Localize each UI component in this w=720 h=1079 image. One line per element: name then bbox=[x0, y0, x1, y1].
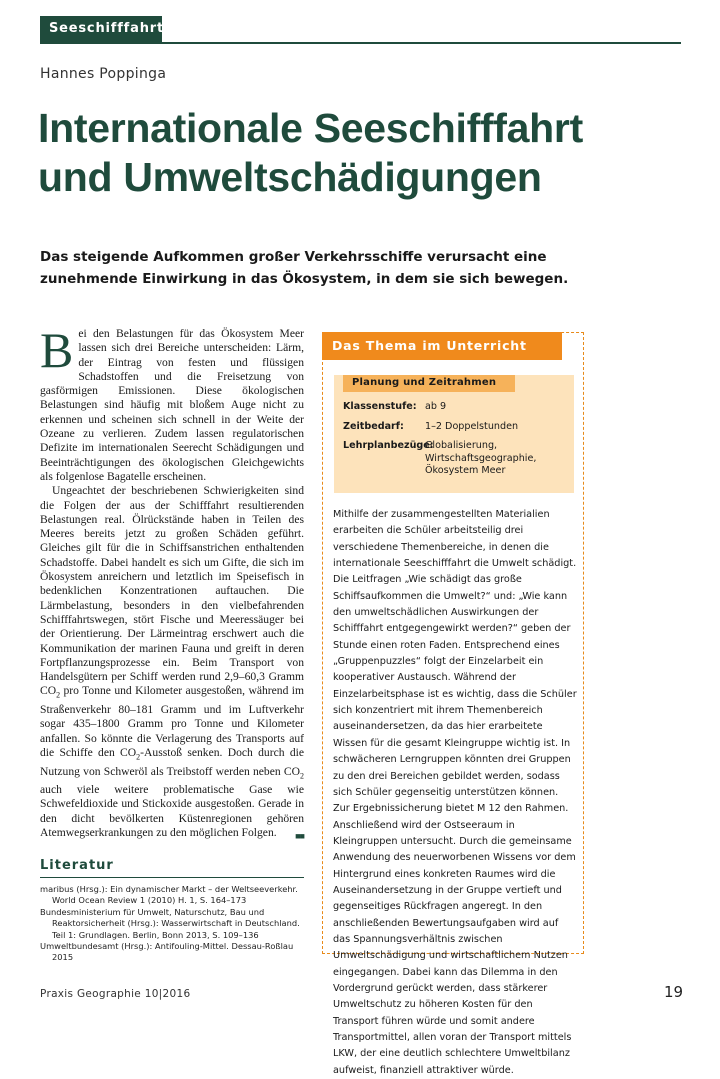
literature-item: Umweltbundesamt (Hrsg.): Antifouling-Mittel. Dessau-Roßlau 2015 bbox=[40, 941, 294, 963]
planning-row-time bbox=[343, 421, 568, 434]
planning-heading: Planung und Zeitrahmen bbox=[343, 375, 515, 392]
planning-key: Klassenstufe: bbox=[343, 401, 417, 412]
teaching-box-title: Das Thema im Unterricht bbox=[322, 332, 562, 360]
literature-item: maribus (Hrsg.): Ein dynamischer Markt – der Weltseeverkehr. World Ocean Review 1 (2010) H. 1, S. 164–173 bbox=[40, 884, 298, 906]
planning-value: 1–2 Doppelstunden bbox=[425, 420, 519, 432]
section-divider bbox=[40, 42, 681, 44]
paragraph-text: -Ausstoß senken. Doch durch die Nutzung von Schweröl als Treibstoff werden neben CO bbox=[40, 745, 304, 778]
planning-row-curriculum bbox=[343, 440, 568, 478]
lead-paragraph bbox=[40, 246, 680, 290]
page-number: 19 bbox=[664, 983, 684, 1001]
planning-value: Globalisierung, Wirtschaftsgeographie, Ökosystem Meer bbox=[425, 440, 537, 476]
journal-footer: Praxis Geographie 10|2016 bbox=[40, 988, 191, 1000]
literature-list bbox=[40, 884, 308, 964]
planning-key: Lehrplanbezüge: bbox=[343, 440, 434, 451]
planning-row-grade bbox=[343, 401, 568, 414]
title-line: Internationale Seeschifffahrt bbox=[38, 105, 583, 151]
literature-divider bbox=[40, 877, 304, 878]
teaching-box-text: Mithilfe der zusammengestellten Materialien erarbeiten die Schüler arbeitsteilig drei verschiedene Themenbereiche, in denen die internationale Seeschifffahrt die Umwelt schädigt. Die Leitfragen „Wie schädigt das große Schiffsaufkommen die Umwelt?“ und: „Wie kann den umweltschädlichen Auswirkungen der Schifffahrt entgegengewirkt werden?“ geben der Stunde einen roten Faden. Entsprechend eines „Gruppenpuzzles“ folgt der Einzelarbeit ein kooperativer Austausch. Während der Einzelarbeitsphase ist es wichtig, dass die Schüler sich konzentriert mit ihrem Themenbereich auseinandersetzen, da das hier erarbeitete Wissen für die gesamt Kleingruppe wichtig ist. In schwächeren Lerngruppen könnten drei Gruppen zu den drei Bereichen gebildet werden, sodass sich Schüler gegenseitig unterstützen können. Zur Ergebnissicherung bietet M 12 den Rahmen. Anschließend wird der Ostseeraum in Kleingruppen untersucht. Durch die gemeinsame Anwendung des neuerworbenen Wissens vor dem Hintergrund eines konkreten Raumes wird die Auseinandersetzung in der Gruppe vertieft und gegenseitiges Rückfragen angeregt. In den anschließenden Bewertungsaufgaben wird auf das Spannungsverhältnis zwischen Umweltschädigung und wirtschaftlichem Nutzen eingegangen. Dabei kann das Dilemma in den Vordergrund gerückt werden, dass stärkerer Umweltschutz zu höheren Kosten für den Transport führen würde und somit andere Transportmittel, allen voran der Transport mittels LKW, der eine deutlich schlechtere Umweltbilanz aufweist, finanziell attraktiver würde. bbox=[333, 509, 577, 1076]
body-paragraph-2 bbox=[40, 484, 304, 840]
end-of-article-icon: ■■ bbox=[295, 831, 304, 842]
article-title bbox=[38, 104, 678, 202]
paragraph-text: Ungeachtet der beschriebenen Schwierigkeiten sind die Folgen der aus der Schifffahrt resultierenden Belastungen real. Ölrückstände haben in Teilen des Meeres bereits jetzt zu großen Schäden geführt. Gleiches gilt für die in Schiffsanstrichen enthaltenden Schadstoffe. Dabei handelt es sich um Gifte, die sich im Ökosystem anreichern und letztlich im Speisefisch in bedenklichen Konzentrationen auftauchen. Die Lärmbelastung, besonders in den vielbefahrenden Schifffahrtswegen, stört Fische und Meeressäuger bei der Orientierung. Der Lärmeintrag erschwert auch die Kommunikation der marinen Fauna und greift in deren Fortpflanzungsprozesse ein. Beim Transport von Handelsgütern per Schiff werden rund 2,9–60,3 Gramm CO bbox=[40, 484, 304, 698]
literature-item: Bundesministerium für Umwelt, Naturschutz, Bau und Reaktorsicherheit (Hrsg.): Wasserwirtschaft in Deutschland. Teil 1: Grundlagen. Berlin, Bonn 2013, S. 109–136 bbox=[40, 906, 300, 940]
lead-line: zunehmende Einwirkung in das Ökosystem, in dem sie sich bewegen. bbox=[40, 271, 569, 287]
planning-value: ab 9 bbox=[425, 401, 447, 412]
literature-heading: Literatur bbox=[40, 858, 114, 873]
author-name: Hannes Poppinga bbox=[40, 66, 167, 82]
drop-cap: B bbox=[40, 322, 74, 378]
planning-rows bbox=[343, 401, 568, 485]
body-paragraph-1 bbox=[40, 322, 304, 484]
title-line: und Umweltschädigungen bbox=[38, 154, 542, 200]
lead-line: Das steigende Aufkommen großer Verkehrsschiffe verursacht eine bbox=[40, 249, 547, 265]
section-label: Seeschifffahrt bbox=[40, 16, 162, 43]
paragraph-text: ei den Belastungen für das Ökosystem Meer lassen sich drei Bereiche unterscheiden: Lärm, der Eintrag von festen und flüssigen Schadstoffen und die Freisetzung von gasförmigen Emissionen. Diese ökologischen Belastungen sind häufig mit bloßem Auge nicht zu erkennen und scheinen sich schnell in der Weite der Ozeane zu verlieren. Zudem lassen regulatorischen Defizite im internationalen Seerecht Schädigungen und Beeinträchtigungen des ökologischen Gleichgewichts als folgenlose Bagatelle erscheinen. bbox=[40, 327, 304, 483]
paragraph-text: pro Tonne und Kilometer ausgestoßen, während im Straßenverkehr 80–181 Gramm und im Luftverkehr sogar 435–1800 Gramm pro Tonne und Kilometer anfallen. So könnte die Verlagerung des Transports auf die Schiffe den CO bbox=[40, 684, 304, 759]
subscript-2: 2 bbox=[56, 690, 61, 700]
planning-key: Zeitbedarf: bbox=[343, 420, 404, 432]
paragraph-text: auch viele weitere problematische Gase wie Schwefeldioxide und Stickoxide ausgestoßen. Gerade in den dicht bevölkerten Küstenregionen gehören Atemwegserkrankungen zu den möglichen Folgen. bbox=[40, 783, 304, 840]
subscript-2: 2 bbox=[136, 752, 141, 762]
subscript-2: 2 bbox=[300, 770, 304, 780]
body-text bbox=[40, 322, 304, 843]
